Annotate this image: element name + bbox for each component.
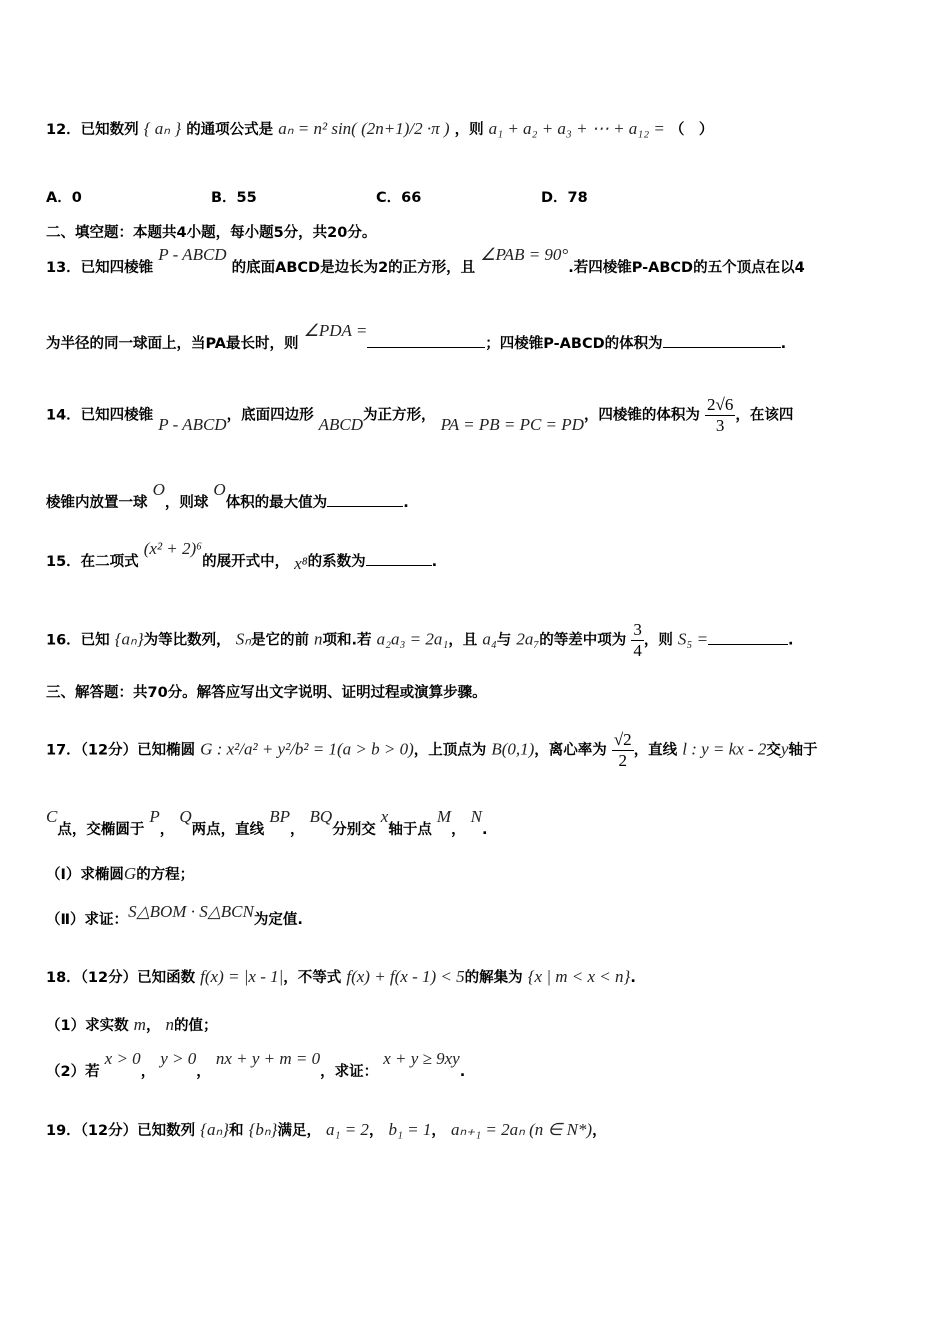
- option-d: D．78: [541, 190, 588, 206]
- q13-math-1: P - ABCD: [158, 245, 227, 264]
- q17-text-9: ，: [289, 822, 305, 838]
- q17-p1-label: （Ⅰ）求椭圆: [46, 867, 124, 883]
- q16-text-8: .: [788, 632, 794, 649]
- q14-volume-fraction: [705, 395, 735, 436]
- q17-text-12: ，: [451, 822, 466, 838]
- q18-math-1: f(x) = |x - 1|: [200, 967, 284, 986]
- q16-text-3: 项和.若: [322, 632, 372, 649]
- question-13: [46, 245, 910, 277]
- q14-text-7: 体积的最大值为: [225, 495, 328, 511]
- q18-label: 18．（12分）已知函数: [46, 970, 196, 986]
- q17-p2-text: 为定值.: [253, 912, 303, 928]
- q18-p2-math-2: y > 0: [160, 1049, 197, 1068]
- option-b: B．55: [211, 190, 257, 206]
- q17-math-10: x: [380, 807, 389, 826]
- q14-math-2: ABCD: [318, 414, 364, 434]
- q18-p2-text-4: .: [459, 1064, 466, 1080]
- q18-p2-text-3: ，求证：: [320, 1064, 379, 1080]
- question-14: [46, 395, 910, 436]
- q16-text-2: 是它的前: [250, 632, 309, 649]
- q17-math-3: l : y = kx - 2: [682, 739, 767, 759]
- q15-math-2: x⁸: [294, 554, 308, 573]
- q13-label: 13．已知四棱锥: [46, 260, 154, 276]
- q17-text-11: 轴于点: [388, 822, 432, 838]
- q14-math-1: P - ABCD: [158, 414, 227, 434]
- q18-text-1: ，不等式: [283, 970, 342, 986]
- q19-text-1: 和: [229, 1123, 244, 1139]
- q17-math-7: Q: [179, 807, 192, 826]
- q13-text-1: 的底面ABCD是边长为2的正方形，且: [231, 260, 476, 276]
- q16-text-1: 为等比数列，: [143, 632, 231, 649]
- q18-math-3: {x | m < x < n}: [527, 967, 631, 986]
- q14-math-3: PA = PB = PC = PD: [440, 414, 584, 434]
- q16-text-6: 的等差中项为: [539, 632, 627, 649]
- q17-ellipse-equation: G : x²/a² + y²/b² = 1(a > b > 0): [200, 739, 414, 759]
- q17-p2-label: （Ⅱ）求证：: [46, 912, 129, 928]
- q17-part-1: [46, 863, 910, 884]
- question-14-cont: [46, 480, 910, 512]
- q17-text-7: ，: [159, 822, 175, 838]
- q19-text-2: 满足，: [277, 1123, 321, 1139]
- q17-text-1: ，上顶点为: [413, 742, 487, 759]
- question-15: [46, 539, 910, 573]
- q16-frac-num: 3: [633, 620, 642, 639]
- q19-text-4: ，: [431, 1123, 446, 1139]
- q14-text-4: ，在该四: [735, 407, 794, 424]
- question-12: [46, 118, 910, 139]
- q13-math-3: ∠PDA =: [303, 321, 368, 340]
- q18-math-2: f(x) + f(x - 1) < 5: [346, 967, 465, 986]
- question-17-cont: [46, 807, 910, 839]
- q18-part-2: [46, 1049, 910, 1081]
- q18-p1-text-1: ，: [145, 1018, 161, 1034]
- q16-blank[interactable]: [708, 630, 788, 645]
- q13-text-4: ；四棱锥P-ABCD的体积为: [485, 336, 663, 352]
- q16-fraction: [631, 620, 644, 661]
- q18-p2-math-3: nx + y + m = 0: [215, 1049, 321, 1068]
- q18-p1-text-2: 的值；: [174, 1018, 218, 1034]
- q17-label: 17．（12分）已知椭圆: [46, 742, 196, 759]
- q17-math-5: C: [46, 807, 58, 826]
- q18-text-2: 的解集为: [464, 970, 523, 986]
- q19-math-5: aₙ₊₁ = 2aₙ (n ∈ N*): [450, 1120, 593, 1139]
- q16-math-5: a₄: [482, 629, 497, 649]
- q19-math-3: a₁ = 2: [326, 1120, 369, 1139]
- q14-frac-num: 2√6: [707, 395, 734, 414]
- option-c: C．66: [376, 190, 422, 206]
- q14-blank[interactable]: [327, 492, 403, 507]
- q14-frac-den: 3: [715, 416, 725, 435]
- q18-p2-text-2: ，: [196, 1064, 211, 1080]
- q17-text-6: 点，交椭圆于: [57, 822, 145, 838]
- q18-text-3: .: [630, 970, 636, 986]
- q16-math-3: n: [314, 629, 323, 649]
- question-13-cont: [46, 321, 910, 353]
- q17-text-10: 分别交: [332, 822, 376, 838]
- q17-math-9: BQ: [309, 807, 333, 826]
- q12-sequence: { aₙ }: [143, 119, 182, 138]
- q13-text-2: .若四棱锥P-ABCD的五个顶点在以4: [568, 260, 805, 276]
- q17-text-2: ，离心率为: [534, 742, 607, 759]
- q16-math-6: 2a₇: [516, 629, 540, 649]
- q18-p1-math-2: n: [165, 1015, 174, 1034]
- q16-text-5: 与: [496, 632, 512, 649]
- q16-text-7: ，则: [643, 632, 673, 649]
- q16-math-2: Sₙ: [235, 629, 251, 649]
- q15-label: 15．在二项式: [46, 554, 139, 570]
- q15-text-3: .: [431, 554, 438, 570]
- section-3-heading: 三、解答题：共70分。解答应写出文字说明、证明过程或演算步骤。: [46, 685, 487, 701]
- q14-text-5: 棱锥内放置一球: [46, 495, 148, 511]
- q17-text-4: 交: [766, 742, 781, 759]
- q17-math-6: P: [149, 807, 160, 826]
- q19-text-5: ，: [592, 1123, 607, 1139]
- q17-frac-num: √2: [613, 730, 632, 749]
- question-19: [46, 1119, 910, 1140]
- q16-text-4: ，且: [448, 632, 478, 649]
- q18-p1-label: （1）求实数: [46, 1018, 129, 1034]
- q14-text-2: 为正方形，: [363, 407, 436, 424]
- q17-text-3: ，直线: [633, 742, 678, 759]
- q17-math-2: B(0,1): [491, 739, 535, 759]
- q14-text-3: ，四棱锥的体积为: [583, 407, 700, 424]
- q13-text-3: 为半径的同一球面上，当PA最长时，则: [46, 336, 299, 352]
- question-16: [46, 620, 910, 661]
- q18-p1-math-1: m: [133, 1015, 146, 1034]
- q12-paren: （ ）: [669, 122, 714, 138]
- q12-options: [46, 186, 910, 207]
- q13-blank-1[interactable]: [367, 333, 485, 348]
- question-17: [46, 730, 910, 771]
- q16-math-7: S₅ =: [677, 629, 709, 649]
- q18-p2-math-1: x > 0: [104, 1049, 141, 1068]
- option-a: A．0: [46, 190, 82, 206]
- q13-math-2: ∠PAB = 90°: [480, 245, 569, 264]
- section-2-heading: 二、填空题：本题共4小题，每小题5分，共20分。: [46, 225, 377, 241]
- q17-text-8: 两点，直线: [191, 822, 265, 838]
- q16-frac-den: 4: [633, 641, 642, 660]
- q13-text-5: .: [780, 336, 787, 352]
- q17-eccentricity: [612, 730, 634, 771]
- q17-text-5: 轴于: [788, 742, 818, 759]
- q18-p2-math-4: x + y ≥ 9xy: [383, 1049, 460, 1068]
- q15-blank[interactable]: [366, 551, 432, 566]
- q19-math-2: {bₙ}: [248, 1120, 278, 1139]
- q19-label: 19．（12分）已知数列: [46, 1123, 196, 1139]
- q17-p2-math: S△BOM · S△BCN: [128, 902, 254, 921]
- q14-text-1: ，底面四边形: [226, 407, 314, 424]
- q12-label: 12．已知数列: [46, 122, 139, 138]
- q12-sum: a₁ + a₂ + a₃ + ⋯ + a₁₂ =: [488, 119, 665, 138]
- q17-p1-math: G: [123, 864, 137, 883]
- q19-math-1: {aₙ}: [200, 1120, 230, 1139]
- q19-math-4: b₁ = 1: [388, 1120, 432, 1139]
- q17-p1-text: 的方程；: [136, 867, 195, 883]
- q18-part-1: [46, 1014, 910, 1035]
- q16-math-4: a₂a₃ = 2a₁: [376, 629, 449, 649]
- q17-part-2: [46, 902, 910, 929]
- q17-math-11: M: [436, 807, 452, 826]
- q16-label: 16．已知: [46, 632, 110, 649]
- q12-text-2: ，则: [454, 122, 484, 138]
- q17-frac-den: 2: [618, 751, 628, 770]
- q14-math-5: O: [213, 480, 226, 499]
- q14-text-6: ，则球: [164, 495, 209, 511]
- q17-math-8: BP: [269, 807, 290, 826]
- q15-text-1: 的展开式中，: [202, 554, 290, 570]
- q15-text-2: 的系数为: [307, 554, 366, 570]
- q17-math-12: N: [470, 807, 482, 826]
- q12-formula: aₙ = n² sin( (2n+1)/2 ·π ): [278, 119, 450, 138]
- q13-blank-2[interactable]: [663, 333, 781, 348]
- q12-text-1: 的通项公式是: [186, 122, 274, 138]
- q14-math-4: O: [152, 480, 165, 499]
- question-18: [46, 966, 910, 987]
- q17-math-4: y: [780, 739, 789, 759]
- q19-text-3: ，: [368, 1123, 384, 1139]
- q14-label: 14．已知四棱锥: [46, 407, 154, 424]
- q17-text-13: .: [481, 822, 488, 838]
- q16-math-1: {aₙ}: [114, 629, 144, 649]
- q14-text-8: .: [403, 495, 409, 511]
- q18-p2-label: （2）若: [46, 1064, 100, 1080]
- q15-math-1: (x² + 2)⁶: [143, 539, 203, 558]
- q18-p2-text-1: ，: [140, 1064, 156, 1080]
